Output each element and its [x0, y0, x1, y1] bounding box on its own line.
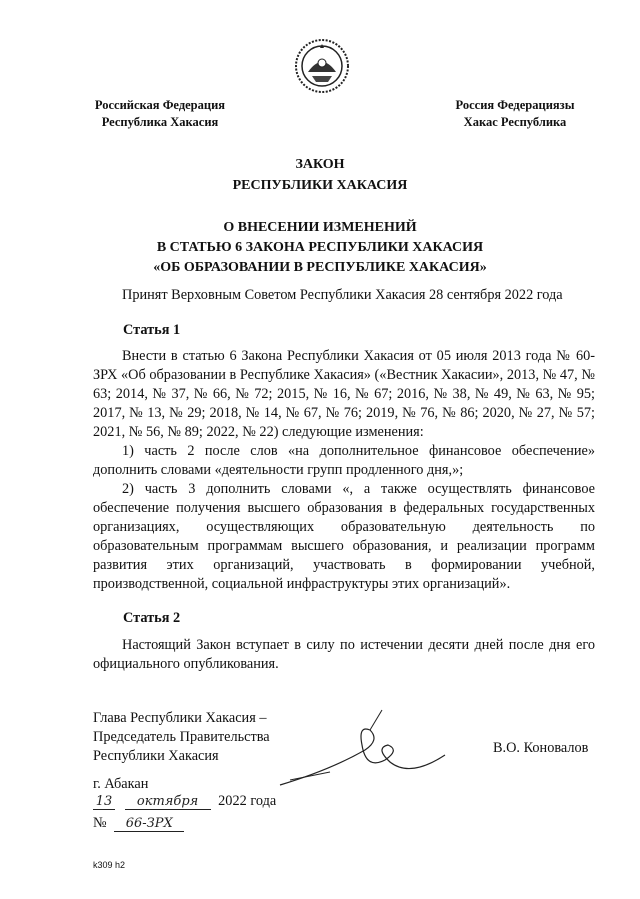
signatory-position-line: Председатель Правительства	[93, 729, 270, 745]
article2-paragraph: Настоящий Закон вступает в силу по истечении десяти дней после дня его официального опубликования.	[93, 637, 595, 672]
law-number	[93, 815, 184, 832]
adoption-statement: Принят Верховным Советом Республики Хакасия 28 сентября 2022 года	[122, 287, 563, 303]
header-right-line: Хакас Республика	[463, 115, 567, 129]
signatory-name: В.О. Коновалов	[493, 740, 589, 756]
date-year: 2022 года	[218, 793, 277, 809]
law-label-line: ЗАКОН	[295, 157, 345, 172]
law-title-line: О ВНЕСЕНИИ ИЗМЕНЕНИЙ	[223, 220, 417, 235]
header-right	[430, 97, 600, 131]
article1-body	[93, 347, 595, 594]
footer-code: k309 h2	[93, 860, 126, 870]
article1-paragraph: Внести в статью 6 Закона Республики Хакасия от 05 июля 2013 года № 60-ЗРХ «Об образовании в Республике Хакасия» («Вестник Хакасии», 2013, № 47, № 63; 2014, № 37, № 66, № 72; 2015, № 16, № 67; 2016, № 38, № 49, № 63, № 95; 2017, № 13, № 29; 2018, № 14, № 67, № 76; 2019, № 76, № 86; 2020, № 27, № 57; 2021, № 56, № 89; 2022, № 22) следующие изменения:	[93, 348, 595, 440]
law-number-prefix: №	[93, 815, 107, 831]
header-left-line: Российская Федерация	[94, 98, 226, 112]
signing-date	[93, 793, 276, 810]
article1-heading: Статья 1	[123, 322, 181, 338]
law-title	[70, 218, 570, 278]
law-number-value: 66-ЗРХ	[114, 816, 184, 832]
handwritten-signature	[270, 700, 470, 810]
coat-of-arms-emblem	[294, 38, 350, 94]
signatory-position-line: Глава Республики Хакасия –	[93, 710, 267, 726]
header-left-line: Республика Хакасия	[101, 115, 219, 129]
header-right-line: Россия Федерациязы	[455, 98, 575, 112]
header-left	[80, 97, 240, 131]
article1-paragraph: 2) часть 3 дополнить словами «, а также осуществлять финансовое обеспечение получения высшего образования в федеральных государственных организациях, осуществляющих образовательную деятельность по образовательным программам высшего образования, и реализации программ развития этих организаций, участвовать в формировании учебной, производственной, социальной инфраструктуры этих организаций».	[93, 481, 595, 592]
signatory-position-line: Республики Хакасия	[93, 748, 219, 764]
article1-paragraph: 1) часть 2 после слов «на дополнительное финансовое обеспечение» дополнить словами «деятельности групп продленного дня,»;	[93, 443, 595, 478]
article2-heading: Статья 2	[123, 610, 181, 626]
law-label	[90, 154, 550, 196]
date-month: октября	[125, 794, 211, 810]
law-label-line: РЕСПУБЛИКИ ХАКАСИЯ	[232, 178, 408, 193]
place-of-signing: г. Абакан	[93, 776, 149, 792]
signatory-position	[93, 709, 270, 766]
date-day: 13	[93, 794, 115, 810]
law-title-line: В СТАТЬЮ 6 ЗАКОНА РЕСПУБЛИКИ ХАКАСИЯ	[156, 240, 484, 255]
law-title-line: «ОБ ОБРАЗОВАНИИ В РЕСПУБЛИКЕ ХАКАСИЯ»	[153, 260, 487, 275]
article2-body	[93, 636, 595, 674]
